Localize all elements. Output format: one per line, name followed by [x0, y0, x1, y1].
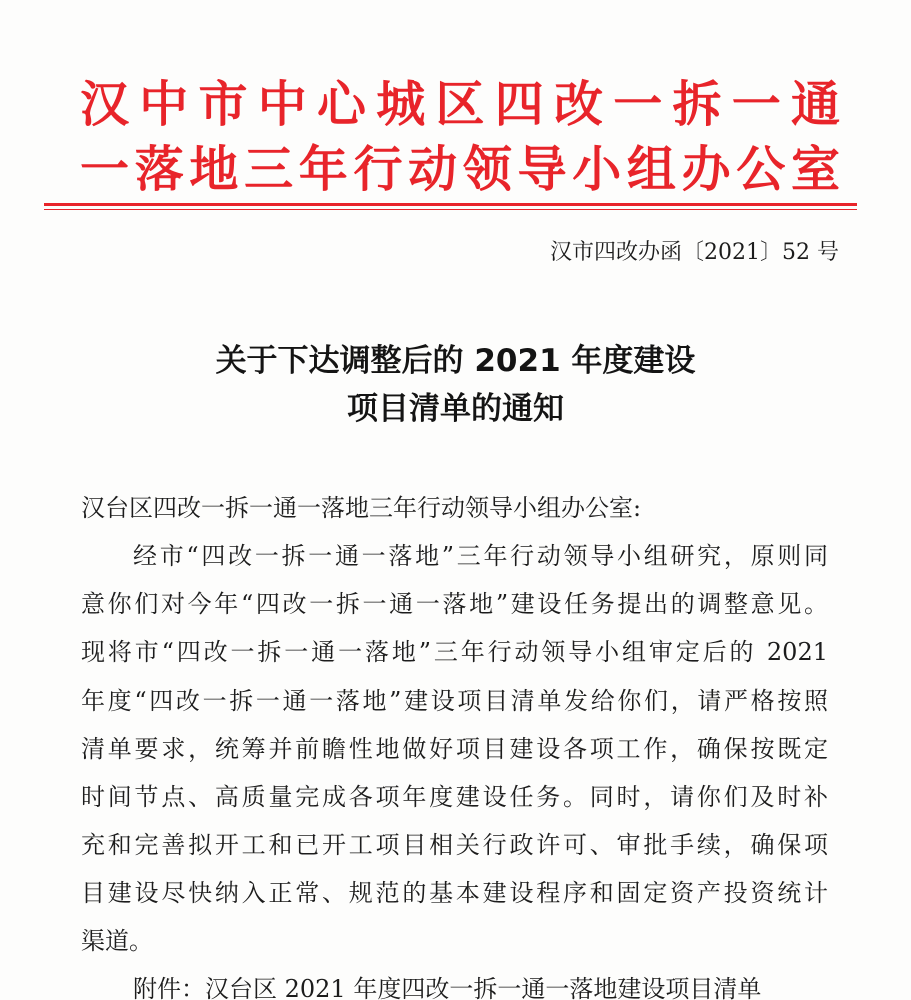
document-title-line-2: 项目清单的通知: [347, 391, 564, 427]
letterhead-line-1: 汉中市中心城区四改一拆一通: [80, 75, 840, 133]
body-line: 目建设尽快纳入正常、规范的基本建设程序和固定资产投资统计: [81, 879, 828, 907]
body-line: 充和完善拟开工和已开工项目相关行政许可、审批手续，确保项: [81, 831, 828, 859]
letterhead-red-rule-thick: [44, 203, 857, 206]
body-line: 时间节点、高质量完成各项年度建设任务。同时，请你们及时补: [81, 783, 828, 811]
document-number: 汉市四改办函〔2021〕52 号: [550, 240, 839, 265]
letterhead-red-rule-thin: [44, 209, 857, 210]
body-line: 经市“四改一拆一通一落地”三年行动领导小组研究，原则同: [133, 542, 828, 570]
body-line: 年度“四改一拆一通一落地”建设项目清单发给你们，请严格按照: [81, 687, 828, 715]
attachment-line: 附件：汉台区 2021 年度四改一拆一通一落地建设项目清单: [133, 975, 762, 1000]
document-title-line-1: 关于下达调整后的 2021 年度建设: [215, 343, 696, 379]
body-line: 渠道。: [81, 927, 153, 955]
salutation: 汉台区四改一拆一通一落地三年行动领导小组办公室:: [81, 494, 642, 522]
letterhead-line-2: 一落地三年行动领导小组办公室: [80, 140, 840, 198]
body-line: 现将市“四改一拆一通一落地”三年行动领导小组审定后的 2021: [81, 638, 828, 666]
body-line: 清单要求，统筹并前瞻性地做好项目建设各项工作，确保按既定: [81, 735, 828, 763]
body-line: 意你们对今年“四改一拆一通一落地”建设任务提出的调整意见。: [81, 590, 828, 618]
